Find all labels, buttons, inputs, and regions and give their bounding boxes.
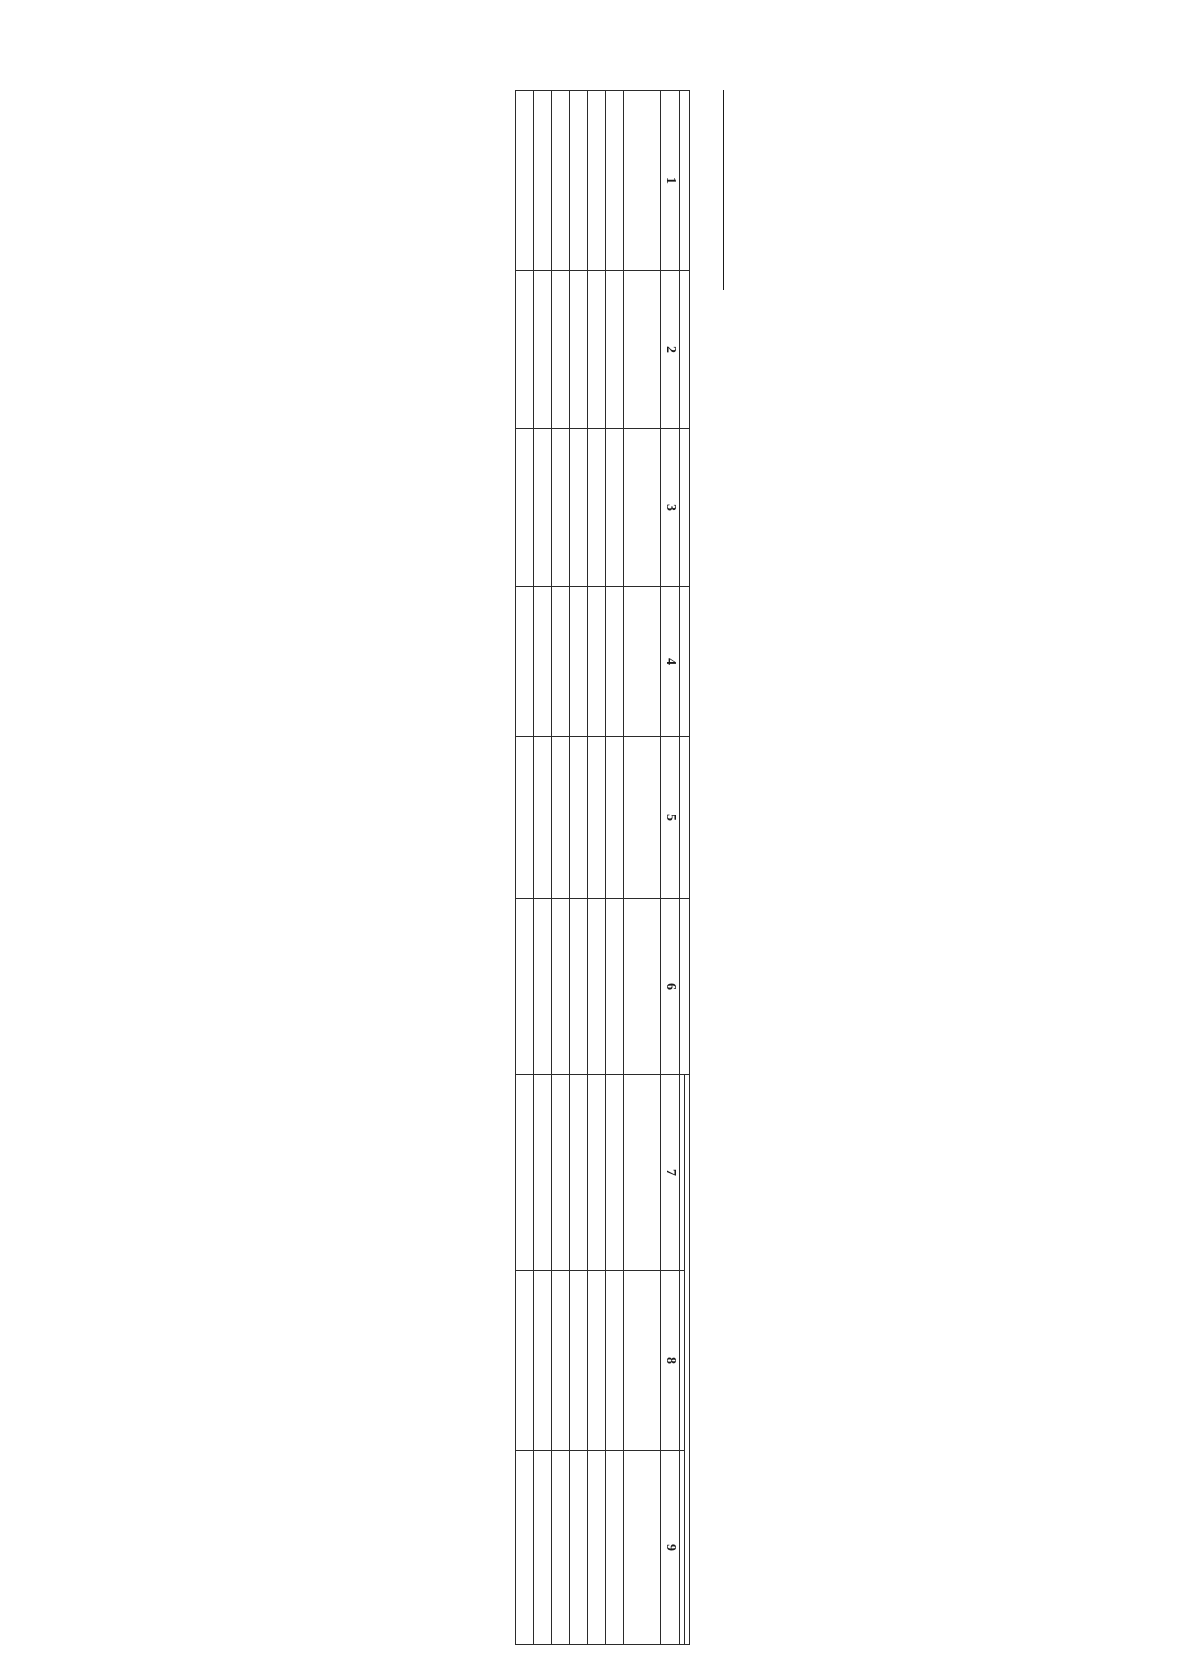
table-cell[interactable] [588,1075,606,1271]
recipient-blank-line[interactable] [723,90,744,290]
table-cell[interactable] [534,899,552,1075]
table-cell[interactable] [516,737,534,899]
table-cell[interactable] [570,271,588,429]
table-cell[interactable] [588,429,606,587]
row-label [534,91,552,271]
table-cell[interactable] [570,1451,588,1645]
recipient-field [723,90,749,290]
table-row [552,91,570,1645]
header-cell [680,737,690,899]
table-cell[interactable] [516,1075,534,1271]
column-number: 2 [661,271,680,429]
subsidy-table [515,90,690,1645]
table-cell[interactable] [570,737,588,899]
header-cell [680,587,690,737]
table-row [624,91,661,1645]
row-label [552,91,570,271]
table-cell[interactable] [552,271,570,429]
table-cell[interactable] [552,737,570,899]
table-row [534,91,552,1645]
table-cell[interactable] [588,271,606,429]
document-header [1127,560,1130,1640]
table-cell[interactable] [588,1451,606,1645]
header-cell [680,271,690,429]
table-cell[interactable] [570,1271,588,1451]
table-cell[interactable] [552,1271,570,1451]
table-cell[interactable] [624,1271,661,1451]
table-cell[interactable] [552,1075,570,1271]
table-row [588,91,606,1645]
table-cell[interactable] [516,587,534,737]
table-cell[interactable] [534,1271,552,1451]
table-header-row [685,91,690,1645]
row-label [606,91,624,271]
row-label [570,91,588,271]
header-cell [680,1271,685,1451]
table-cell[interactable] [570,429,588,587]
table-cell[interactable] [624,429,661,587]
table-cell[interactable] [534,271,552,429]
table-cell[interactable] [534,587,552,737]
column-number: 1 [661,91,680,271]
table-cell[interactable] [516,1271,534,1451]
header-cell [680,899,690,1075]
table-cell[interactable] [516,1451,534,1645]
column-number-row [661,91,680,1645]
column-number: 9 [661,1451,680,1645]
table-cell[interactable] [570,899,588,1075]
header-cell [680,91,690,271]
table-cell[interactable] [624,737,661,899]
table-cell[interactable] [624,899,661,1075]
table-cell[interactable] [588,1271,606,1451]
row-label [516,91,534,271]
table-row [516,91,534,1645]
row-label [588,91,606,271]
table-cell[interactable] [606,429,624,587]
column-number: 5 [661,737,680,899]
column-number: 4 [661,587,680,737]
table-cell[interactable] [606,1075,624,1271]
table-cell[interactable] [606,899,624,1075]
table-cell[interactable] [534,1075,552,1271]
table-row [606,91,624,1645]
group-header-cell [685,1075,690,1645]
table-cell[interactable] [606,587,624,737]
header-cell [680,1075,685,1271]
table-cell[interactable] [588,587,606,737]
table-cell[interactable] [624,271,661,429]
column-number: 7 [661,1075,680,1271]
table-cell[interactable] [624,1075,661,1271]
table-cell[interactable] [552,429,570,587]
table-cell[interactable] [552,1451,570,1645]
table-cell[interactable] [552,899,570,1075]
column-number: 8 [661,1271,680,1451]
header-cell [680,1451,685,1645]
table-cell[interactable] [570,587,588,737]
column-number: 6 [661,899,680,1075]
table-cell[interactable] [606,737,624,899]
table-cell[interactable] [534,429,552,587]
table-cell[interactable] [606,271,624,429]
table-row [570,91,588,1645]
table-cell[interactable] [624,1451,661,1645]
column-number: 3 [661,429,680,587]
table-cell[interactable] [606,1271,624,1451]
table-cell[interactable] [534,737,552,899]
table-cell[interactable] [516,429,534,587]
table-cell[interactable] [588,899,606,1075]
row-label [624,91,661,271]
header-cell [680,429,690,587]
table-cell[interactable] [552,587,570,737]
table-cell[interactable] [570,1075,588,1271]
table-cell[interactable] [516,899,534,1075]
table-cell[interactable] [624,587,661,737]
table-cell[interactable] [516,271,534,429]
table-cell[interactable] [534,1451,552,1645]
table-cell[interactable] [606,1451,624,1645]
table-cell[interactable] [588,737,606,899]
